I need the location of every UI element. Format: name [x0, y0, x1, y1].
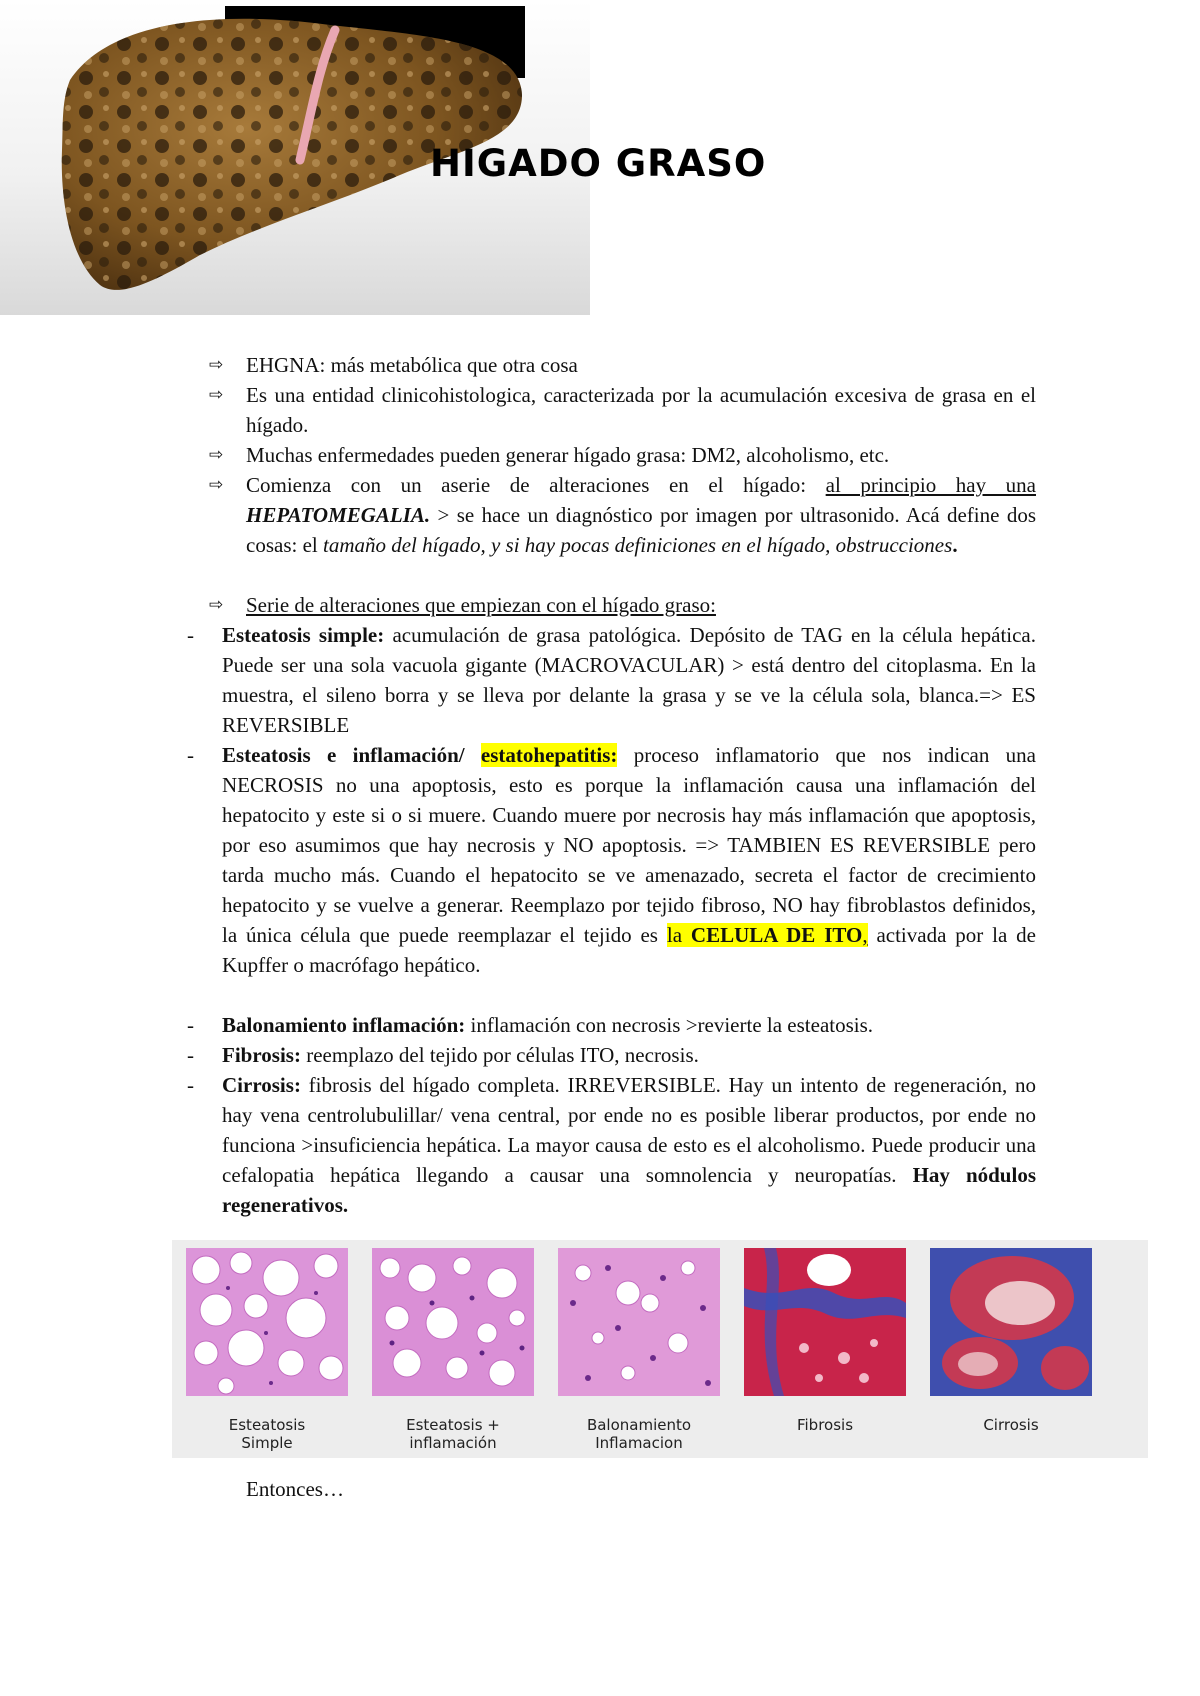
- stage-term: Esteatosis simple:: [222, 623, 385, 647]
- bullet-text: Muchas enfermedades pueden generar hígado grasa: DM2, alcoholismo, etc.: [246, 443, 890, 467]
- bullet-item: [209, 470, 1036, 560]
- bullet-text: Es una entidad clinicohistologica, caracterizada por la acumulación excesiva de grasa en el hígado.: [246, 383, 1036, 437]
- histology-panel-inflammation: [372, 1248, 534, 1396]
- arrow-right-icon: ⇨: [209, 475, 224, 495]
- stage-text: fibrosis del hígado completa. IRREVERSIBLE. Hay un intento de regeneración, no hay vena centrolubulillar/ vena central, por ende no es posible liberar productos, por ende no funciona >insuficiencia hepática. La mayor causa de esto es el alcoholismo. Puede producir una cefalopatia hepática llegando a causar una somnolencia y neuropatías.: [222, 1073, 1036, 1187]
- histology-caption: [363, 1416, 543, 1452]
- stage-text: reemplazo del tejido por células ITO, necrosis.: [300, 1043, 699, 1067]
- histology-panel-ballooning: [558, 1248, 720, 1396]
- stage-term: Balonamiento inflamación:: [222, 1013, 466, 1037]
- dash-marker: -: [187, 1043, 194, 1067]
- histology-panel-fibrosis: [744, 1248, 906, 1396]
- dash-marker: -: [187, 623, 194, 647]
- stage-term: Fibrosis:: [222, 1043, 301, 1067]
- caption-line: Fibrosis: [796, 1416, 854, 1434]
- caption-line: Balonamiento: [586, 1416, 692, 1434]
- histology-caption: [735, 1416, 915, 1434]
- bullet-text: EHGNA: más metabólica que otra cosa: [246, 353, 578, 377]
- caption-line: Cirrosis: [983, 1416, 1039, 1434]
- stage-bold-end: Hay nódulos regenerativos.: [222, 1163, 1036, 1217]
- histology-panel-cirrhosis: [930, 1248, 1092, 1396]
- arrow-right-icon: ⇨: [209, 595, 224, 615]
- histology-caption: [549, 1416, 729, 1452]
- highlighted-text: ,: [862, 923, 868, 947]
- stage-text: activada por la de Kupffer o macrófago hepático.: [222, 923, 1037, 977]
- caption-line: inflamación: [409, 1434, 497, 1452]
- bullet-text: > se hace un diagnóstico por imagen por ultrasonido. Acá define dos cosas: el: [246, 503, 1036, 557]
- caption-line: Esteatosis: [228, 1416, 306, 1434]
- histology-panel-simple: [186, 1248, 348, 1396]
- bold-italic-term: HEPATOMEGALIA.: [246, 503, 431, 527]
- bullet-text: Serie de alteraciones que empiezan con el hígado graso:: [246, 593, 716, 617]
- stage-text: proceso inflamatorio que nos indican una NECROSIS no una apoptosis, esto es porque la inflamación causa una inflamación del hepatocito y este si o si muere. Cuando muere por necrosis hay más inflamación que apoptosis, por eso asumimos que hay necrosis y NO apoptosis. => TAMBIEN ES REVERSIBLE pero tarda mucho más. Cuando el hepatocito se ve amenazado, secreta el factor de crecimiento hepatocito y se vuelve a generar. Reemplazo por tejido fibroso, NO hay fibroblastos definidos, la única célula que puede reemplazar el tejido es: [222, 743, 1036, 947]
- highlighted-term: CELULA DE ITO: [690, 923, 863, 947]
- italic-text: tamaño del hígado, y si hay pocas definiciones en el hígado, obstrucciones: [322, 533, 953, 557]
- caption-line: Simple: [241, 1434, 293, 1452]
- bullet-item: [209, 350, 1036, 380]
- closing-text: Entonces…: [246, 1477, 344, 1501]
- histology-caption: [921, 1416, 1101, 1434]
- stage-term: Esteatosis e inflamación/: [222, 743, 481, 767]
- highlighted-text: la: [666, 923, 691, 947]
- dash-marker: -: [187, 1073, 194, 1097]
- bullet-text: Comienza con un aserie de alteraciones en el hígado:: [246, 473, 826, 497]
- histology-figure: [172, 1240, 1148, 1458]
- stage-term: Cirrosis:: [222, 1073, 301, 1097]
- arrow-right-icon: ⇨: [209, 355, 224, 375]
- stage-item: [187, 1070, 1036, 1220]
- arrow-right-icon: ⇨: [209, 445, 224, 465]
- dash-marker: -: [187, 743, 194, 767]
- stage-item: [187, 1040, 1036, 1070]
- bold-period: .: [952, 533, 958, 557]
- histology-caption: [177, 1416, 357, 1452]
- highlighted-term: estatohepatitis:: [480, 743, 618, 767]
- dash-marker: -: [187, 1013, 194, 1037]
- bullet-item: [209, 590, 1036, 620]
- stage-item: [187, 740, 1037, 980]
- stage-item: [187, 1010, 1036, 1040]
- page-title: HIGADO GRASO: [430, 142, 767, 185]
- caption-line: Inflamacion: [595, 1434, 683, 1452]
- caption-line: Esteatosis +: [406, 1416, 500, 1434]
- bullet-item: [209, 440, 1036, 470]
- stage-text: inflamación con necrosis >revierte la esteatosis.: [465, 1013, 874, 1037]
- underlined-text: al principio hay una: [825, 473, 1036, 497]
- stage-item: [187, 620, 1036, 740]
- bullet-item: [209, 380, 1036, 440]
- arrow-right-icon: ⇨: [209, 385, 224, 405]
- stage-text: acumulación de grasa patológica. Depósito de TAG en la célula hepática. Puede ser una sola vacuola gigante (MACROVACULAR) > está dentro del citoplasma. En la muestra, el sileno borra y se lleva por delante la grasa y se ve la célula sola, blanca.=> ES REVERSIBLE: [222, 623, 1036, 737]
